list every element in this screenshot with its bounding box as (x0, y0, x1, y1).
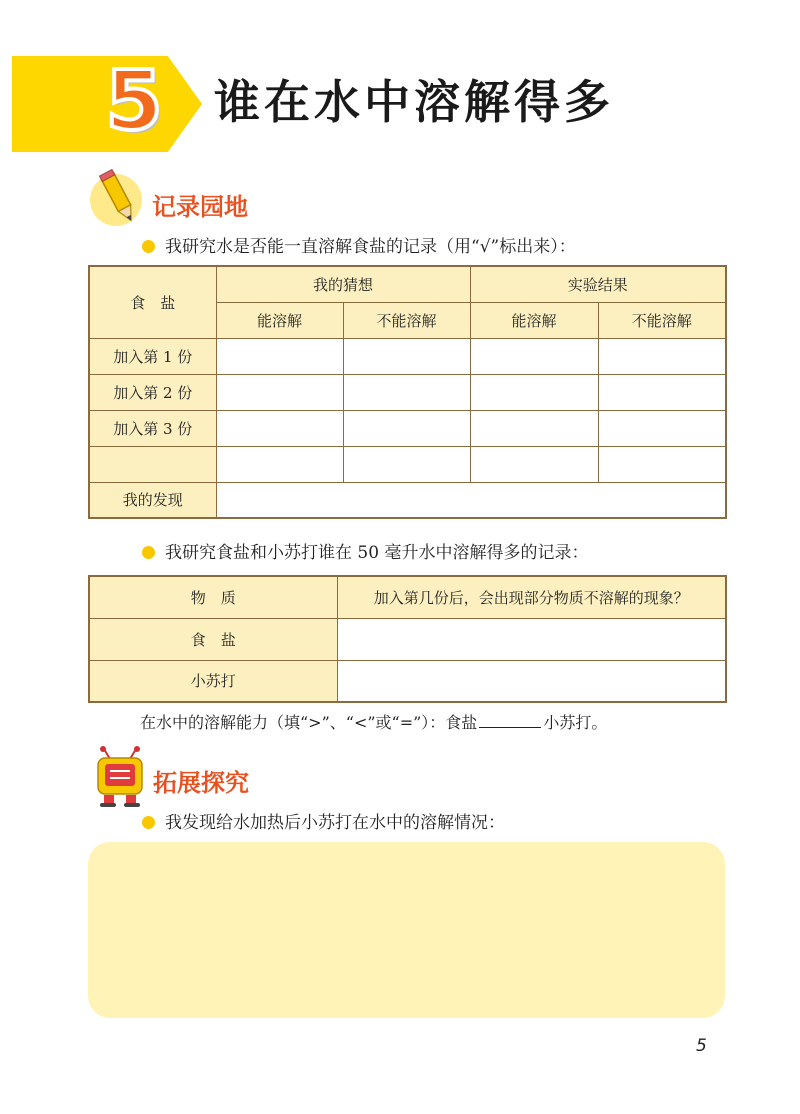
answer-cell[interactable] (337, 618, 726, 660)
answer-cell[interactable] (343, 446, 470, 482)
subheader-dissolvable: 能溶解 (216, 302, 343, 338)
bullet-dot-icon (142, 546, 155, 559)
chapter-title: 谁在水中溶解得多 (214, 75, 614, 129)
instruction-salt: 我研究水是否能一直溶解食盐的记录（用“√”标出来）： (142, 232, 576, 257)
chapter-number: 5 (105, 54, 163, 149)
row-label: 加入第 2 份 (89, 374, 216, 410)
instruction-compare: 我研究食盐和小苏打谁在 50 毫升水中溶解得多的记录： (142, 538, 588, 563)
bullet-dot-icon (142, 240, 155, 253)
answer-cell[interactable] (216, 374, 343, 410)
answer-cell[interactable] (216, 338, 343, 374)
robot-icon (90, 745, 150, 809)
section-heading-extension: 拓展探究 (153, 769, 249, 797)
answer-cell[interactable] (337, 660, 726, 702)
row-label (89, 446, 216, 482)
answer-box[interactable] (88, 842, 725, 1018)
salt-dissolving-table (88, 265, 727, 519)
subheader-not-dissolvable: 不能溶解 (598, 302, 726, 338)
row-label: 加入第 1 份 (89, 338, 216, 374)
row-label-salt: 食 盐 (89, 618, 337, 660)
comparison-sentence: 在水中的溶解能力（填“>”、“<”或“=”）：食盐 小苏打。 (140, 713, 608, 732)
answer-cell[interactable] (216, 410, 343, 446)
answer-cell[interactable] (470, 338, 598, 374)
pencil-icon (88, 168, 148, 230)
group-header-guess: 我的猜想 (216, 266, 470, 302)
answer-cell[interactable] (343, 374, 470, 410)
answer-cell[interactable] (598, 374, 726, 410)
page-number: 5 (696, 1036, 707, 1056)
answer-cell[interactable] (216, 446, 343, 482)
finding-label: 我的发现 (89, 482, 216, 518)
subheader-dissolvable: 能溶解 (470, 302, 598, 338)
answer-cell[interactable] (598, 446, 726, 482)
answer-cell[interactable] (470, 374, 598, 410)
bullet-dot-icon (142, 816, 155, 829)
section-heading-records: 记录园地 (152, 193, 248, 221)
answer-cell[interactable] (470, 446, 598, 482)
comparison-blank[interactable] (479, 713, 541, 728)
header-question: 加入第几份后，会出现部分物质不溶解的现象？ (337, 576, 726, 618)
row-label: 加入第 3 份 (89, 410, 216, 446)
finding-answer-cell[interactable] (216, 482, 726, 518)
compare-table (88, 575, 727, 703)
instruction-heating: 我发现给水加热后小苏打在水中的溶解情况： (142, 808, 505, 833)
group-header-result: 实验结果 (470, 266, 726, 302)
answer-cell[interactable] (470, 410, 598, 446)
answer-cell[interactable] (598, 338, 726, 374)
row-label-baking-soda: 小苏打 (89, 660, 337, 702)
answer-cell[interactable] (343, 410, 470, 446)
answer-cell[interactable] (343, 338, 470, 374)
row-header-salt: 食 盐 (89, 266, 216, 338)
answer-cell[interactable] (598, 410, 726, 446)
subheader-not-dissolvable: 不能溶解 (343, 302, 470, 338)
header-substance: 物 质 (89, 576, 337, 618)
